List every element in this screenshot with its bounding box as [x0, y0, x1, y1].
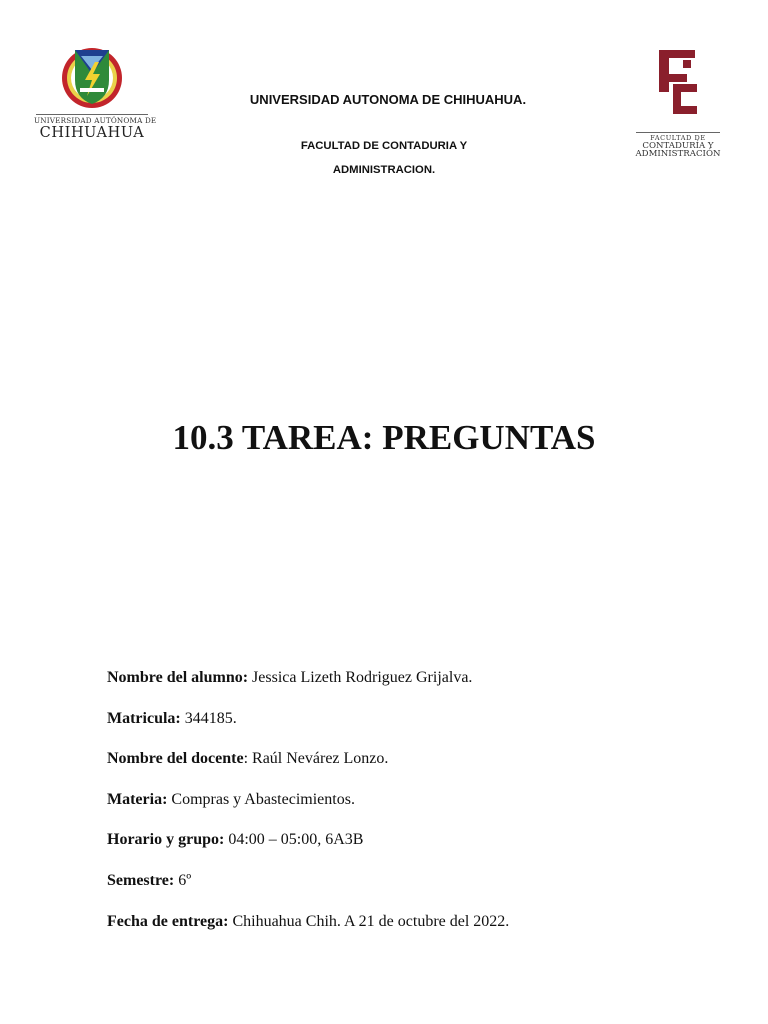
subject-value: Compras y Abastecimientos. — [167, 790, 355, 808]
schedule-label: Horario y grupo: — [107, 831, 225, 849]
fca-divider — [636, 132, 720, 133]
due-date-row — [107, 910, 707, 951]
semester-label: Semestre: — [107, 871, 175, 889]
fca-logo-name-line1: FACULTAD DE — [650, 134, 706, 142]
teacher-row — [107, 747, 707, 788]
semester-value: 6º — [174, 871, 192, 889]
faculty-heading-line2: ADMINISTRACION. — [332, 164, 436, 176]
student-name-value: Jessica Lizeth Rodriguez Grijalva. — [248, 669, 473, 686]
schedule-row — [107, 828, 707, 869]
subject-label: Materia: — [107, 790, 168, 808]
schedule-value: 04:00 – 05:00, 6A3B — [224, 831, 364, 849]
uach-logo-name-small: UNIVERSIDAD AUTÓNOMA DE — [34, 116, 157, 125]
uach-logo-name-big: CHIHUAHUA — [39, 125, 145, 141]
student-name-label: Nombre del alumno: — [107, 669, 249, 686]
fca-logo-name-line3: ADMINISTRACIÓN — [635, 149, 721, 159]
due-date-value: Chihuahua Chih. A 21 de octubre del 2022. — [228, 912, 510, 930]
faculty-heading-line1: FACULTAD DE CONTADURIA Y — [300, 140, 468, 152]
due-date-label: Fecha de entrega: — [107, 912, 229, 930]
teacher-label: Nombre del docente — [107, 750, 244, 768]
fca-logo-name-line2: CONTADURÍA Y — [642, 141, 714, 151]
fca-monogram — [655, 46, 701, 118]
university-heading: UNIVERSIDAD AUTONOMA DE CHIHUAHUA. — [249, 92, 527, 107]
teacher-value: : Raúl Nevárez Lonzo. — [243, 750, 389, 768]
document-title: 10.3 TAREA: PREGUNTAS — [172, 418, 596, 457]
student-name-row — [107, 666, 707, 707]
student-info-block — [107, 666, 707, 950]
matricula-value: 344185. — [180, 709, 237, 727]
matricula-row — [107, 707, 707, 748]
subject-row — [107, 788, 707, 829]
uach-divider — [36, 114, 148, 115]
matricula-label: Matricula: — [107, 709, 181, 727]
semester-row — [107, 869, 707, 910]
